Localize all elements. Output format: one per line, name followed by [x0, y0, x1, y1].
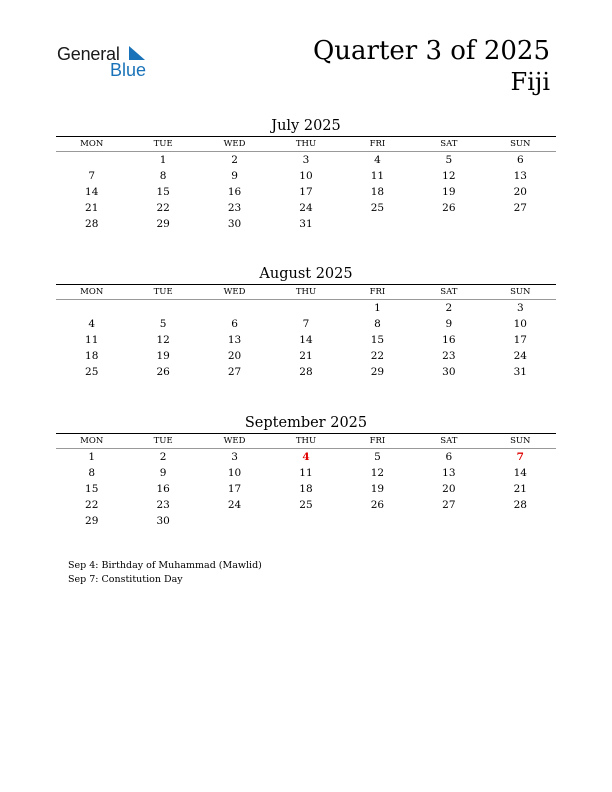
day-cell	[199, 300, 270, 316]
holiday-note: Sep 7: Constitution Day	[68, 574, 183, 585]
day-cell	[56, 300, 127, 316]
logo-word-blue: Blue	[110, 60, 147, 80]
day-cell: 11	[299, 467, 313, 479]
day-cell: 26	[156, 366, 170, 378]
day-cell	[270, 300, 341, 316]
day-cell: 25	[85, 366, 99, 378]
day-cell: 20	[442, 483, 456, 495]
weekday-label: WED	[223, 287, 246, 297]
day-cell: 3	[516, 302, 524, 314]
day-cell: 6	[231, 318, 238, 330]
day-cell	[413, 216, 484, 232]
weekday-label: FRI	[369, 139, 386, 149]
day-cell: 17	[227, 483, 242, 495]
day-cell: 8	[159, 170, 167, 182]
day-grid	[56, 300, 556, 380]
day-cell: 24	[299, 202, 313, 214]
day-cell: 20	[513, 186, 527, 198]
day-cell: 25	[370, 202, 385, 214]
day-cell: 11	[370, 170, 385, 182]
day-grid	[56, 449, 556, 529]
day-cell: 13	[442, 467, 456, 479]
weekday-label: SAT	[440, 139, 458, 149]
day-cell: 8	[88, 467, 96, 479]
month-july	[56, 116, 556, 232]
weekday-label: TUE	[153, 139, 173, 149]
day-cell: 30	[156, 515, 170, 527]
day-cell: 5	[445, 154, 453, 166]
logo-triangle-icon	[123, 46, 147, 60]
day-cell: 23	[227, 202, 242, 214]
weekday-label: FRI	[369, 436, 386, 446]
page-title: Quarter 3 of 2025	[312, 36, 550, 66]
weekday-label: THU	[295, 436, 317, 446]
weekday-label: MON	[80, 139, 104, 149]
day-cell: 17	[513, 334, 527, 346]
day-cell	[413, 513, 484, 529]
day-cell: 5	[374, 451, 381, 463]
day-cell: 6	[445, 451, 453, 463]
day-cell	[485, 216, 556, 232]
day-cell: 3	[302, 154, 310, 166]
weekday-label: TUE	[153, 436, 173, 446]
day-cell: 13	[513, 170, 527, 182]
day-cell: 23	[442, 350, 456, 362]
month-august	[56, 264, 556, 380]
day-cell	[127, 300, 198, 316]
weekday-label: MON	[80, 287, 104, 297]
day-cell: 14	[85, 186, 99, 198]
weekday-label: SAT	[440, 436, 458, 446]
day-cell: 15	[156, 186, 170, 198]
weekday-label: TUE	[153, 287, 173, 297]
day-cell: 12	[370, 467, 385, 479]
day-cell: 5	[159, 318, 167, 330]
day-cell: 8	[374, 318, 381, 330]
day-cell: 9	[159, 467, 167, 479]
day-cell: 13	[227, 334, 242, 346]
weekday-label: SUN	[510, 287, 531, 297]
day-cell: 9	[445, 318, 453, 330]
day-cell: 25	[299, 499, 313, 511]
day-cell: 28	[299, 366, 313, 378]
day-cell: 7	[88, 170, 96, 182]
day-cell: 2	[445, 302, 453, 314]
day-cell: 14	[513, 467, 527, 479]
weekday-header	[56, 434, 556, 448]
day-cell: 12	[442, 170, 456, 182]
day-cell	[56, 152, 127, 168]
weekday-label: WED	[223, 436, 246, 446]
day-cell: 27	[442, 499, 456, 511]
weekday-label: FRI	[369, 287, 386, 297]
day-cell: 6	[516, 154, 524, 166]
weekday-label: SAT	[440, 287, 458, 297]
day-cell: 20	[227, 350, 242, 362]
day-cell: 21	[299, 350, 313, 362]
weekday-label: MON	[80, 436, 104, 446]
day-cell: 16	[227, 186, 242, 198]
day-cell: 30	[442, 366, 456, 378]
holiday-note: Sep 4: Birthday of Muhammad (Mawlid)	[68, 560, 262, 571]
day-cell: 18	[370, 186, 385, 198]
country-name: Fiji	[510, 68, 550, 96]
logo-word-general: General	[57, 44, 120, 64]
day-grid	[56, 152, 556, 232]
day-cell: 29	[370, 366, 385, 378]
weekday-label: SUN	[510, 436, 531, 446]
day-cell: 2	[159, 451, 167, 463]
day-cell: 16	[156, 483, 170, 495]
day-cell: 26	[442, 202, 456, 214]
weekday-label: WED	[223, 139, 246, 149]
day-cell: 27	[227, 366, 242, 378]
day-cell: 31	[513, 366, 527, 378]
day-cell	[342, 216, 413, 232]
day-cell: 29	[156, 218, 170, 230]
day-cell	[342, 513, 413, 529]
day-cell: 24	[513, 350, 527, 362]
day-cell: 7	[302, 318, 310, 330]
day-cell: 16	[442, 334, 456, 346]
day-cell: 19	[370, 483, 385, 495]
day-cell: 22	[370, 350, 385, 362]
day-cell: 10	[513, 318, 527, 330]
holiday-day-cell: 4	[302, 451, 310, 463]
day-cell: 4	[374, 154, 381, 166]
holiday-day-cell: 7	[516, 451, 524, 463]
day-cell: 15	[85, 483, 99, 495]
day-cell: 15	[370, 334, 385, 346]
day-cell	[485, 513, 556, 529]
weekday-label: THU	[295, 287, 317, 297]
day-cell: 14	[299, 334, 313, 346]
month-september	[56, 413, 556, 529]
day-cell: 28	[513, 499, 527, 511]
day-cell: 11	[85, 334, 99, 346]
day-cell	[199, 513, 270, 529]
day-cell: 2	[231, 154, 238, 166]
day-cell: 1	[88, 451, 96, 463]
weekday-header	[56, 285, 556, 299]
day-cell: 10	[227, 467, 242, 479]
general-blue-logo	[57, 44, 157, 84]
day-cell: 1	[374, 302, 381, 314]
day-cell: 1	[159, 154, 167, 166]
day-cell: 26	[370, 499, 385, 511]
day-cell: 30	[227, 218, 242, 230]
day-cell	[270, 513, 341, 529]
day-cell: 23	[156, 499, 170, 511]
day-cell: 21	[85, 202, 99, 214]
month-title: September 2025	[244, 415, 368, 431]
day-cell: 22	[85, 499, 99, 511]
day-cell: 19	[156, 350, 170, 362]
day-cell: 22	[156, 202, 170, 214]
day-cell: 29	[85, 515, 99, 527]
day-cell: 19	[442, 186, 456, 198]
day-cell: 17	[299, 186, 313, 198]
day-cell: 27	[513, 202, 527, 214]
weekday-label: SUN	[510, 139, 531, 149]
day-cell: 18	[85, 350, 99, 362]
day-cell: 10	[299, 170, 313, 182]
weekday-label: THU	[295, 139, 317, 149]
day-cell: 12	[156, 334, 170, 346]
month-title: August 2025	[259, 266, 353, 282]
day-cell: 28	[85, 218, 99, 230]
day-cell: 9	[231, 170, 238, 182]
day-cell: 3	[231, 451, 238, 463]
day-cell: 31	[299, 218, 313, 230]
day-cell: 18	[299, 483, 313, 495]
weekday-header	[56, 137, 556, 151]
month-title: July 2025	[271, 118, 341, 134]
day-cell: 21	[513, 483, 527, 495]
day-cell: 4	[88, 318, 96, 330]
day-cell: 24	[227, 499, 242, 511]
holiday-notes	[68, 559, 262, 587]
